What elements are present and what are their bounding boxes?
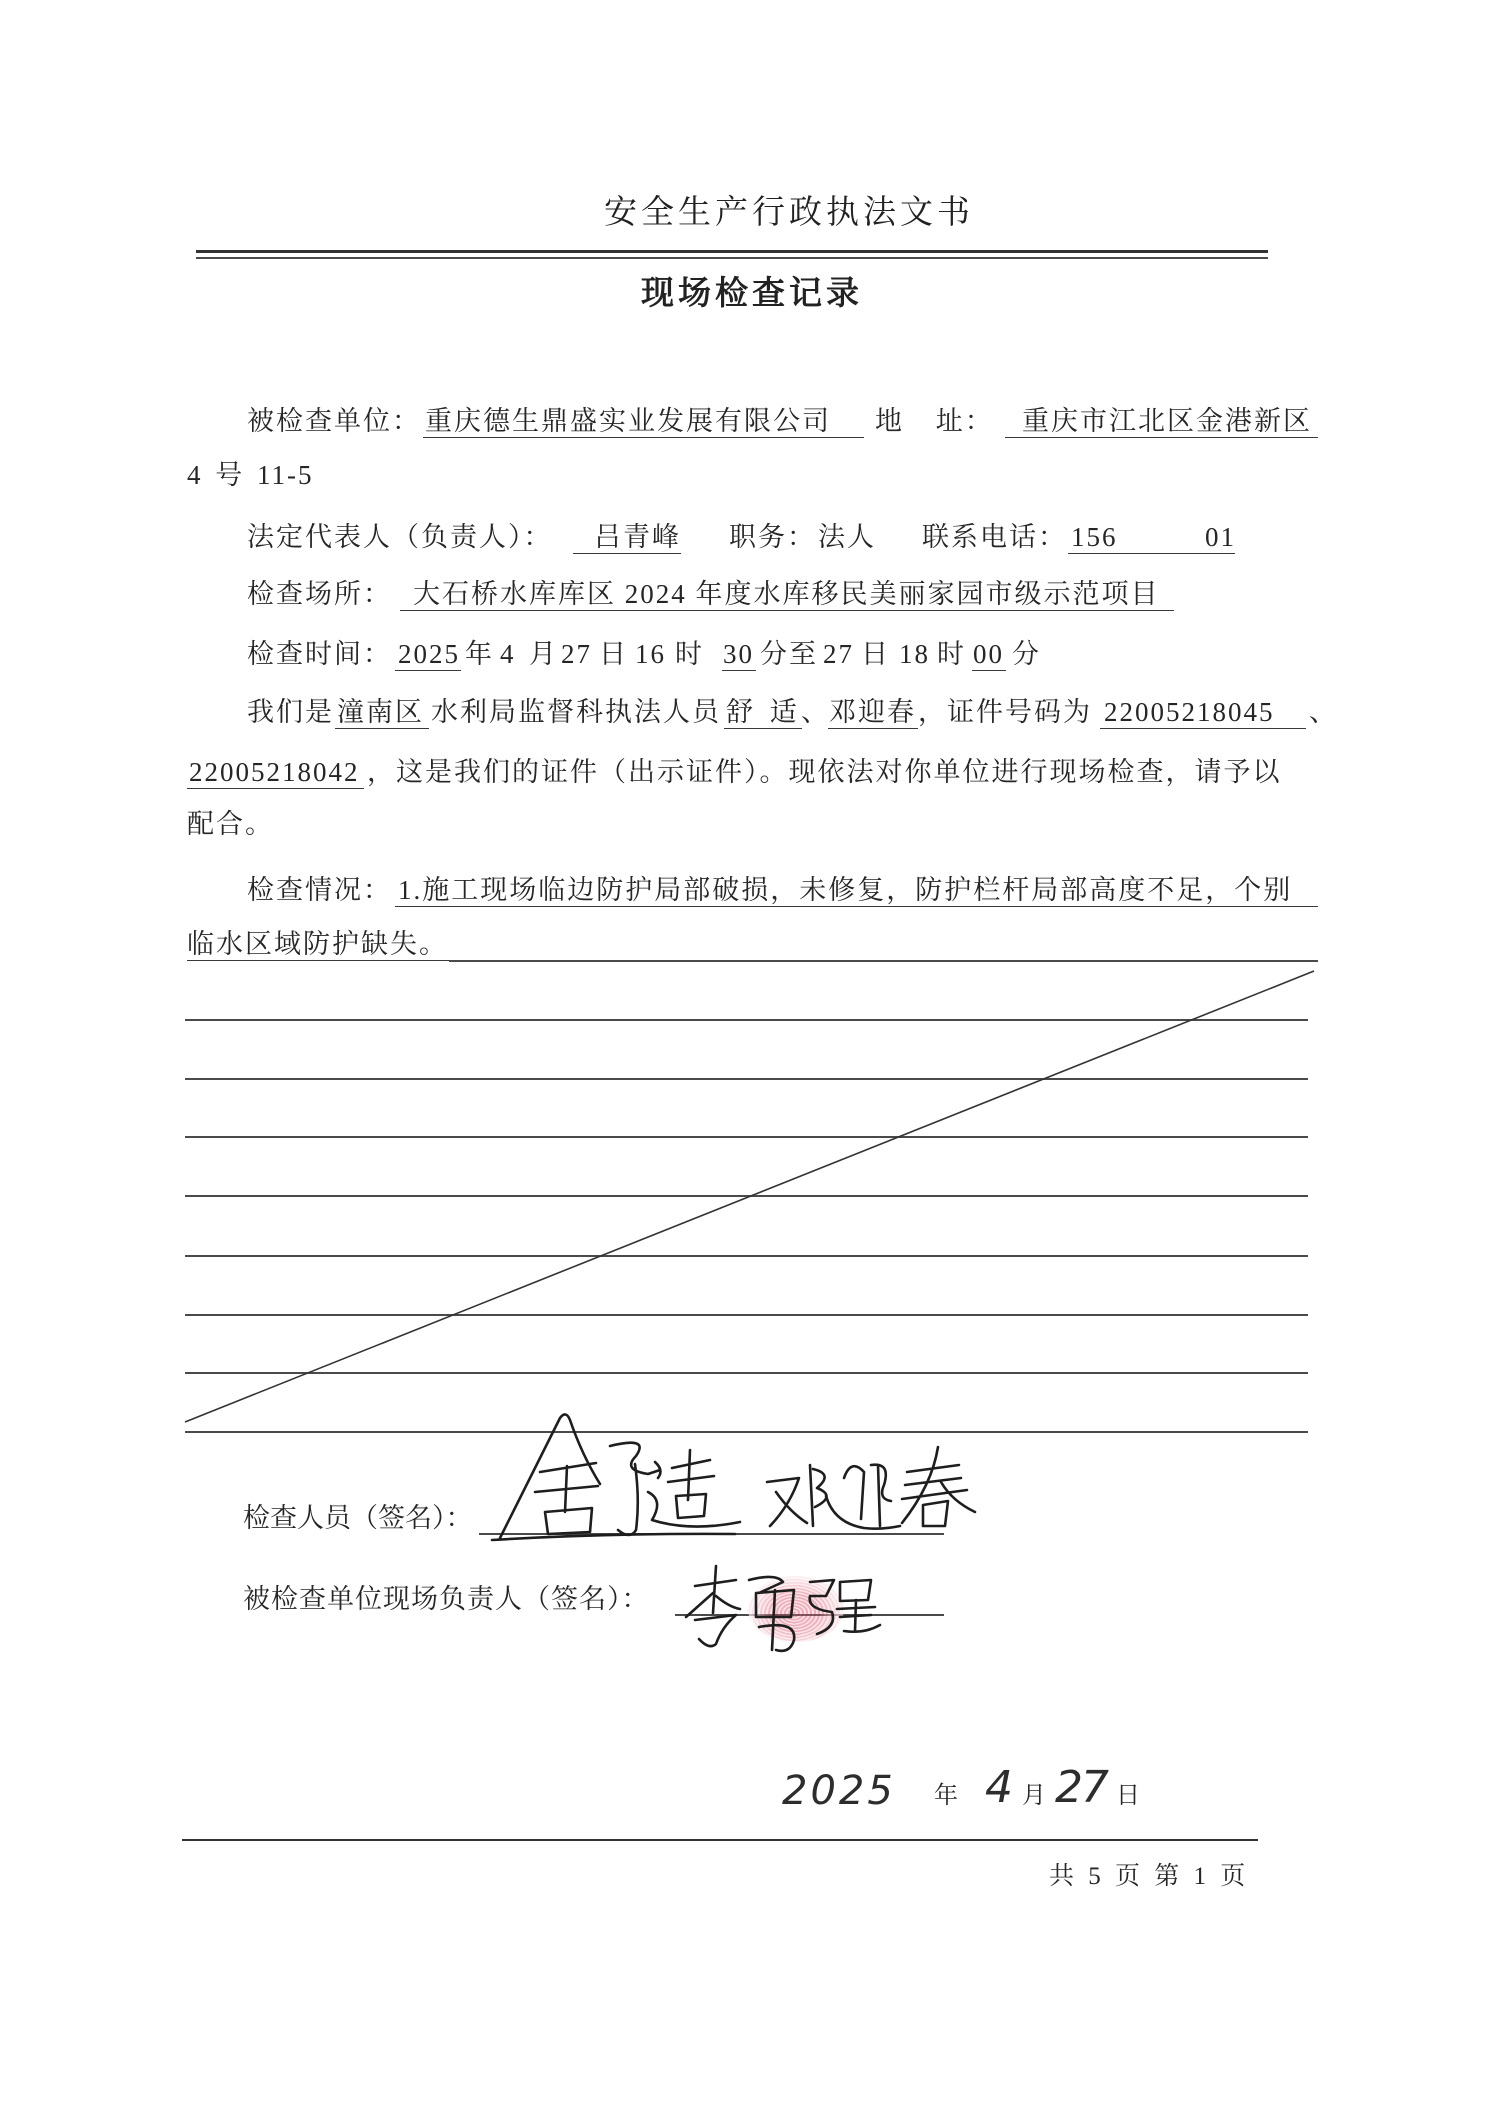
end-day: 27 xyxy=(823,639,854,669)
position-label: 职务： xyxy=(729,522,816,552)
ruled-line xyxy=(185,1195,1308,1197)
end-minute-unit: 分 xyxy=(1012,639,1041,669)
inspector-signature-2 xyxy=(767,1447,975,1529)
responsible-signature-label: 被检查单位现场负责人（签名）： xyxy=(243,1584,650,1614)
sign-date-day: 27 xyxy=(1055,1762,1107,1813)
footer-rule xyxy=(182,1839,1258,1841)
inspected-unit-name: 重庆德生鼎盛实业发展有限公司 xyxy=(423,405,864,438)
start-minute: 30 xyxy=(723,639,754,669)
ruled-line xyxy=(185,1255,1308,1257)
sign-date-year-unit: 年 xyxy=(934,1783,958,1809)
id-intro: ，证件号码为 xyxy=(918,697,1092,727)
findings-line-1: 1.施工现场临边防护局部破损，未修复，防护栏杆局部高度不足，个别 xyxy=(395,874,1318,907)
inspector-signature-1 xyxy=(492,1414,740,1540)
ruled-line xyxy=(185,1019,1308,1021)
inspection-site-label: 检查场所： xyxy=(247,579,392,609)
start-minute-unit: 分至 xyxy=(760,639,818,669)
end-hour-unit: 时 xyxy=(937,639,966,669)
red-fingerprint-stamp xyxy=(748,1576,844,1642)
start-hour-unit: 时 xyxy=(675,639,704,669)
agency-district: 潼南区 xyxy=(335,696,429,729)
ruled-line xyxy=(449,960,1318,962)
address-line-1: 重庆市江北区金港新区 xyxy=(1005,405,1318,438)
phone-number-visible-end: 01 xyxy=(1205,522,1236,552)
inspection-day: 27 xyxy=(561,639,592,669)
ruled-line xyxy=(185,1136,1308,1138)
officer-1-id: 22005218045 xyxy=(1100,696,1306,729)
header-double-rule-bottom xyxy=(196,257,1268,259)
inspectors-signature-label: 检查人员（签名）： xyxy=(243,1503,473,1533)
ruled-line xyxy=(185,1431,1308,1433)
phone-number-visible-start: 156 xyxy=(1071,522,1118,552)
position-value: 法人 xyxy=(818,522,876,552)
agency-name: 水利局监督科执法人员 xyxy=(431,697,721,727)
month-unit: 月 xyxy=(529,639,558,669)
id-separator: 、 xyxy=(1309,697,1338,727)
header-double-rule-top xyxy=(196,250,1268,253)
findings-label: 检查情况： xyxy=(247,875,392,905)
officer-2-id: 22005218042 xyxy=(187,756,364,789)
statement-intro: 我们是 xyxy=(247,697,334,727)
inspection-time-label: 检查时间： xyxy=(247,639,392,669)
inspectors-signature-line xyxy=(479,1533,944,1535)
start-hour: 16 xyxy=(635,639,666,669)
ruled-line xyxy=(185,1372,1308,1374)
cancellation-diagonal-line xyxy=(185,971,1314,1422)
document-type-heading: 安全生产行政执法文书 xyxy=(604,192,974,231)
inspection-year: 2025 xyxy=(395,638,461,671)
inspected-unit-label: 被检查单位： xyxy=(247,406,421,436)
ruled-line xyxy=(185,1314,1308,1316)
end-day-unit: 日 xyxy=(861,639,890,669)
sign-date-day-unit: 日 xyxy=(1116,1783,1140,1809)
officer-separator: 、 xyxy=(801,697,830,727)
end-hour: 18 xyxy=(899,639,930,669)
legal-representative-name: 吕青峰 xyxy=(573,521,681,554)
inspection-site-value: 大石桥水库库区 2024 年度水库移民美丽家园市级示范项目 xyxy=(400,578,1174,611)
end-minute: 00 xyxy=(973,639,1004,669)
phone-label: 联系电话： xyxy=(922,522,1067,552)
phone-number-field xyxy=(1068,521,1235,554)
inspection-month: 4 xyxy=(500,639,516,669)
ruled-line xyxy=(185,1078,1308,1080)
year-unit: 年 xyxy=(465,639,494,669)
findings-line-2: 临水区域防护缺失。 xyxy=(187,929,448,959)
address-line-2: 4 号 11-5 xyxy=(187,460,314,490)
officer-2-name: 邓迎春 xyxy=(829,697,916,727)
legal-representative-label: 法定代表人（负责人）： xyxy=(247,522,553,552)
page-info: 共 5 页 第 1 页 xyxy=(1049,1863,1247,1890)
statement-continuation: ，这是我们的证件（出示证件）。现依法对你单位进行现场检查，请予以 xyxy=(367,757,1282,787)
document-title: 现场检查记录 xyxy=(641,273,863,312)
sign-date-year: 2025 xyxy=(782,1768,896,1814)
sign-date-month-unit: 月 xyxy=(1022,1783,1046,1809)
officer-1-name: 舒 适 xyxy=(724,696,802,729)
day-unit: 日 xyxy=(599,639,628,669)
statement-end: 配合。 xyxy=(187,809,274,839)
address-label: 地 址： xyxy=(875,406,994,436)
sign-date-month: 4 xyxy=(985,1762,1013,1813)
